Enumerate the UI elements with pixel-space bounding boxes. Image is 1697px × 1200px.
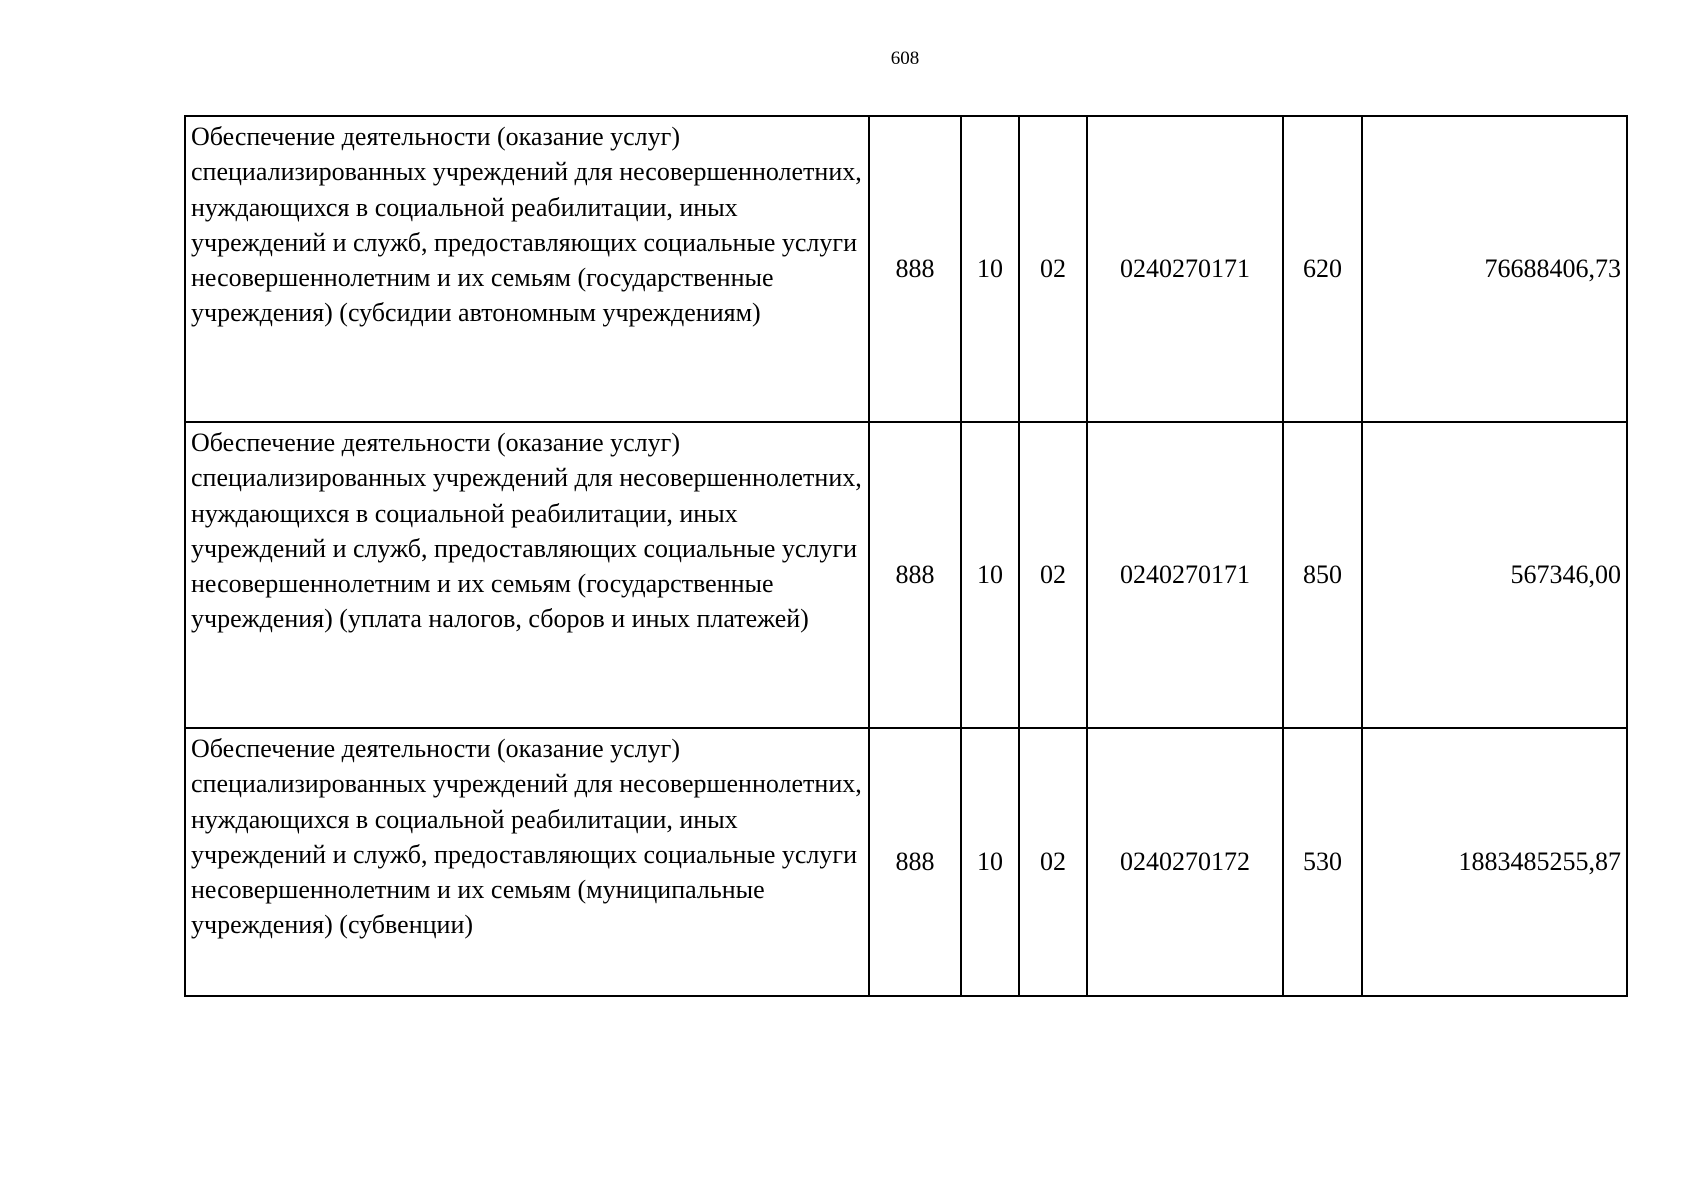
amount-cell: 1883485255,87	[1362, 728, 1627, 996]
table-row	[185, 422, 1627, 728]
amount-cell: 567346,00	[1362, 422, 1627, 728]
section-code-cell: 10	[961, 728, 1019, 996]
expense-type-cell: 530	[1283, 728, 1362, 996]
expense-type-cell: 850	[1283, 422, 1362, 728]
subsection-code-cell: 02	[1019, 422, 1087, 728]
budget-table	[184, 115, 1628, 997]
description-cell: Обеспечение деятельности (оказание услуг) специализированных учреждений для несовершеннолетних, нуждающихся в социальной реабилитации, иных учреждений и служб, предоставляющих социальные услуги несовершеннолетним и их семьям (государственные учреждения) (субсидии автономным учреждениям)	[185, 116, 869, 422]
ministry-code-cell: 888	[869, 116, 961, 422]
subsection-code-cell: 02	[1019, 728, 1087, 996]
target-article-cell: 0240270172	[1087, 728, 1283, 996]
target-article-cell: 0240270171	[1087, 422, 1283, 728]
page-number: 608	[890, 48, 920, 69]
description-cell: Обеспечение деятельности (оказание услуг) специализированных учреждений для несовершеннолетних, нуждающихся в социальной реабилитации, иных учреждений и служб, предоставляющих социальные услуги несовершеннолетним и их семьям (государственные учреждения) (уплата налогов, сборов и иных платежей)	[185, 422, 869, 728]
expense-type-cell: 620	[1283, 116, 1362, 422]
section-code-cell: 10	[961, 116, 1019, 422]
ministry-code-cell: 888	[869, 422, 961, 728]
table-row	[185, 116, 1627, 422]
description-cell: Обеспечение деятельности (оказание услуг) специализированных учреждений для несовершеннолетних, нуждающихся в социальной реабилитации, иных учреждений и служб, предоставляющих социальные услуги несовершеннолетним и их семьям (муниципальные учреждения) (субвенции)	[185, 728, 869, 996]
table-row	[185, 728, 1627, 996]
subsection-code-cell: 02	[1019, 116, 1087, 422]
section-code-cell: 10	[961, 422, 1019, 728]
ministry-code-cell: 888	[869, 728, 961, 996]
target-article-cell: 0240270171	[1087, 116, 1283, 422]
amount-cell: 76688406,73	[1362, 116, 1627, 422]
